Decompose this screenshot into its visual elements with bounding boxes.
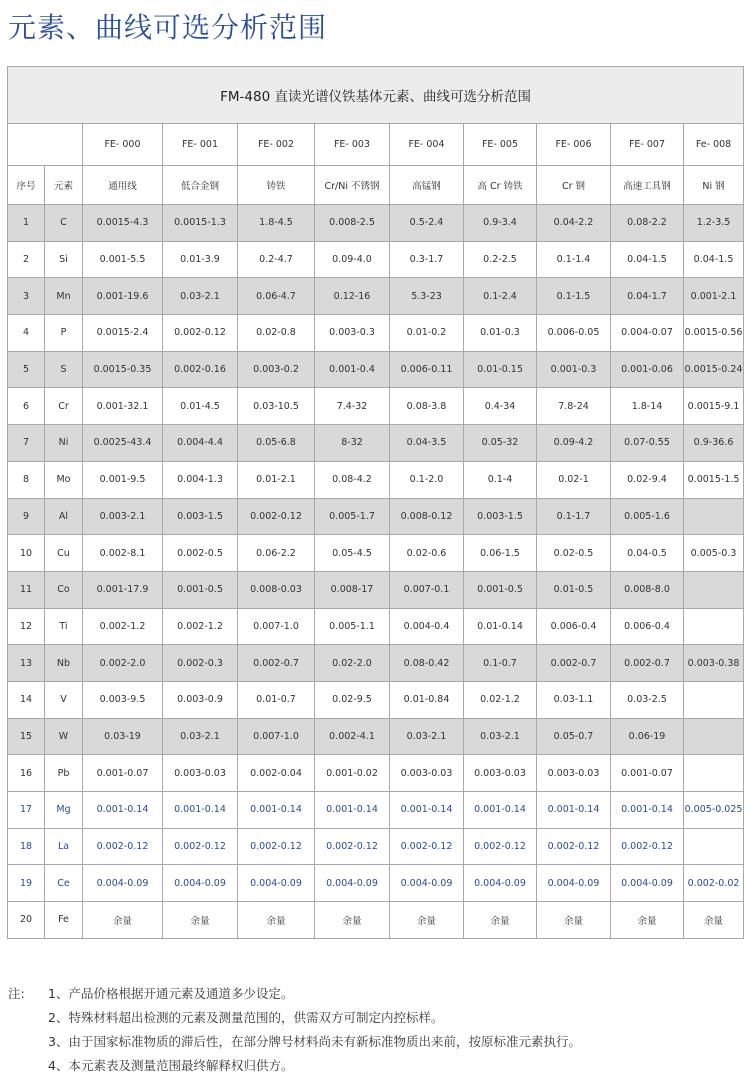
range-cell: 0.01-0.14 (464, 608, 537, 645)
element-cell: S (45, 351, 83, 388)
row-number-cell: 17 (8, 792, 45, 829)
range-cell: 0.08-3.8 (390, 388, 464, 425)
table-row (8, 535, 744, 572)
range-cell: 0.1-2.4 (464, 278, 537, 315)
row-number-cell: 19 (8, 865, 45, 902)
table-row (8, 645, 744, 682)
range-cell: 1.8-14 (611, 388, 684, 425)
range-cell: 0.05-4.5 (315, 535, 390, 572)
column-header: 铸铁 (238, 166, 315, 205)
row-number-cell: 20 (8, 902, 45, 939)
range-cell: 0.004-0.07 (611, 315, 684, 352)
row-number-cell: 18 (8, 828, 45, 865)
table-row (8, 865, 744, 902)
column-header: 通用线 (83, 166, 163, 205)
range-cell: 0.004-0.09 (83, 865, 163, 902)
range-cell: 0.006-0.4 (537, 608, 611, 645)
row-number-cell: 3 (8, 278, 45, 315)
range-cell: 0.004-0.09 (315, 865, 390, 902)
range-cell: 0.001-0.14 (315, 792, 390, 829)
range-cell: 0.06-4.7 (238, 278, 315, 315)
range-cell: 5.3-23 (390, 278, 464, 315)
row-number-cell: 12 (8, 608, 45, 645)
range-cell (684, 498, 744, 535)
range-cell (684, 828, 744, 865)
range-cell: 0.002-0.12 (611, 828, 684, 865)
range-cell (684, 571, 744, 608)
range-cell: 0.0015-4.3 (83, 205, 163, 242)
row-number-cell: 2 (8, 241, 45, 278)
range-cell: 0.04-3.5 (390, 425, 464, 462)
range-cell: 0.001-0.14 (238, 792, 315, 829)
range-cell: 0.001-17.9 (83, 571, 163, 608)
element-cell: Mn (45, 278, 83, 315)
range-cell: 0.002-0.7 (611, 645, 684, 682)
range-cell: 0.05-0.7 (537, 718, 611, 755)
range-cell: 0.001-0.14 (464, 792, 537, 829)
range-cell: 0.004-0.4 (390, 608, 464, 645)
range-cell: 0.03-1.1 (537, 681, 611, 718)
range-cell: 0.002-0.02 (684, 865, 744, 902)
range-cell: 0.002-4.1 (315, 718, 390, 755)
range-cell: 0.005-1.6 (611, 498, 684, 535)
range-cell: 0.03-2.1 (163, 278, 238, 315)
range-cell: 0.01-0.5 (537, 571, 611, 608)
range-cell: 余量 (684, 902, 744, 939)
range-cell: 0.0025-43.4 (83, 425, 163, 462)
range-cell: 0.006-0.05 (537, 315, 611, 352)
range-cell: 0.001-0.4 (315, 351, 390, 388)
analysis-range-table-container (7, 66, 743, 939)
page-title: 元素、曲线可选分析范围 (8, 11, 328, 44)
range-cell: 0.01-0.15 (464, 351, 537, 388)
range-cell: 0.9-3.4 (464, 205, 537, 242)
range-cell: 0.002-0.7 (238, 645, 315, 682)
column-header: 低合金钢 (163, 166, 238, 205)
element-cell: Co (45, 571, 83, 608)
range-cell: 1.2-3.5 (684, 205, 744, 242)
range-cell: 0.02-9.5 (315, 681, 390, 718)
range-cell: 0.006-0.4 (611, 608, 684, 645)
range-cell: 0.006-0.11 (390, 351, 464, 388)
range-cell: 0.001-0.07 (611, 755, 684, 792)
range-cell: 余量 (611, 902, 684, 939)
range-cell: 0.04-1.5 (684, 241, 744, 278)
range-cell: 0.12-16 (315, 278, 390, 315)
range-cell: 0.001-0.14 (390, 792, 464, 829)
range-cell: 0.0015-2.4 (83, 315, 163, 352)
curve-code-row (8, 124, 744, 166)
range-cell: 0.001-0.14 (537, 792, 611, 829)
range-cell: 0.001-0.06 (611, 351, 684, 388)
element-cell: La (45, 828, 83, 865)
range-cell: 0.06-19 (611, 718, 684, 755)
range-cell: 0.008-8.0 (611, 571, 684, 608)
range-cell: 0.005-0.025 (684, 792, 744, 829)
range-cell: 0.002-0.12 (537, 828, 611, 865)
range-cell: 0.01-2.1 (238, 461, 315, 498)
range-cell: 0.003-2.1 (83, 498, 163, 535)
range-cell: 0.4-34 (464, 388, 537, 425)
range-cell: 余量 (238, 902, 315, 939)
range-cell: 0.06-2.2 (238, 535, 315, 572)
range-cell: 0.08-4.2 (315, 461, 390, 498)
row-number-cell: 14 (8, 681, 45, 718)
range-cell: 余量 (464, 902, 537, 939)
range-cell: 0.008-2.5 (315, 205, 390, 242)
range-cell: 0.02-1.2 (464, 681, 537, 718)
element-cell: Cr (45, 388, 83, 425)
column-header: 序号 (8, 166, 45, 205)
range-cell: 0.04-1.5 (611, 241, 684, 278)
table-row (8, 205, 744, 242)
table-row (8, 241, 744, 278)
range-cell: 0.005-1.7 (315, 498, 390, 535)
analysis-range-table (7, 66, 744, 939)
row-number-cell: 1 (8, 205, 45, 242)
element-cell: Nb (45, 645, 83, 682)
table-row (8, 792, 744, 829)
range-cell: 0.003-1.5 (464, 498, 537, 535)
range-cell: 0.007-1.0 (238, 718, 315, 755)
range-cell: 0.003-1.5 (163, 498, 238, 535)
column-header: 元素 (45, 166, 83, 205)
range-cell: 1.8-4.5 (238, 205, 315, 242)
note-item: 3、由于国家标准物质的滞后性，在部分牌号材料尚未有新标准物质出来前，按原标准元素执行。 (48, 1034, 581, 1049)
range-cell: 0.001-0.02 (315, 755, 390, 792)
curve-code: FE- 003 (315, 124, 390, 166)
range-cell: 0.03-10.5 (238, 388, 315, 425)
range-cell: 0.004-0.09 (163, 865, 238, 902)
code-row-blank (8, 124, 83, 166)
range-cell: 0.0015-1.5 (684, 461, 744, 498)
range-cell: 0.007-0.1 (390, 571, 464, 608)
range-cell: 0.003-0.9 (163, 681, 238, 718)
range-cell: 0.05-32 (464, 425, 537, 462)
range-cell: 0.002-0.04 (238, 755, 315, 792)
range-cell: 0.002-2.0 (83, 645, 163, 682)
table-row (8, 278, 744, 315)
range-cell: 0.2-4.7 (238, 241, 315, 278)
curve-code: FE- 000 (83, 124, 163, 166)
range-cell: 0.1-1.5 (537, 278, 611, 315)
row-number-cell: 9 (8, 498, 45, 535)
table-title-row (8, 67, 744, 124)
table-row (8, 461, 744, 498)
curve-code: FE- 005 (464, 124, 537, 166)
curve-code: FE- 004 (390, 124, 464, 166)
range-cell: 0.05-6.8 (238, 425, 315, 462)
range-cell: 0.003-0.2 (238, 351, 315, 388)
range-cell: 0.01-0.84 (390, 681, 464, 718)
range-cell: 0.001-0.14 (611, 792, 684, 829)
range-cell (684, 608, 744, 645)
range-cell: 0.01-0.2 (390, 315, 464, 352)
range-cell: 0.004-4.4 (163, 425, 238, 462)
element-cell: Si (45, 241, 83, 278)
table-row (8, 608, 744, 645)
range-cell: 余量 (390, 902, 464, 939)
range-cell (684, 718, 744, 755)
table-row (8, 425, 744, 462)
range-cell: 0.08-0.42 (390, 645, 464, 682)
range-cell: 0.02-9.4 (611, 461, 684, 498)
range-cell: 0.08-2.2 (611, 205, 684, 242)
table-title: FM-480 直读光谱仪铁基体元素、曲线可选分析范围 (8, 67, 744, 124)
range-cell: 0.008-17 (315, 571, 390, 608)
range-cell: 0.003-0.03 (390, 755, 464, 792)
row-number-cell: 11 (8, 571, 45, 608)
range-cell: 0.004-0.09 (464, 865, 537, 902)
range-cell: 0.002-0.12 (238, 498, 315, 535)
range-cell: 0.001-0.5 (464, 571, 537, 608)
range-cell: 0.3-1.7 (390, 241, 464, 278)
row-number-cell: 6 (8, 388, 45, 425)
range-cell: 0.02-0.8 (238, 315, 315, 352)
table-row (8, 828, 744, 865)
range-cell: 0.001-5.5 (83, 241, 163, 278)
range-cell: 0.002-0.5 (163, 535, 238, 572)
column-header: 高 Cr 铸铁 (464, 166, 537, 205)
range-cell: 0.1-2.0 (390, 461, 464, 498)
range-cell: 0.002-0.3 (163, 645, 238, 682)
element-cell: W (45, 718, 83, 755)
range-cell: 0.001-2.1 (684, 278, 744, 315)
table-row (8, 755, 744, 792)
range-cell: 0.07-0.55 (611, 425, 684, 462)
column-header: 高速工具钢 (611, 166, 684, 205)
range-cell: 0.0015-0.56 (684, 315, 744, 352)
curve-code: FE- 007 (611, 124, 684, 166)
range-cell: 0.0015-9.1 (684, 388, 744, 425)
range-cell: 余量 (163, 902, 238, 939)
column-header: Ni 钢 (684, 166, 744, 205)
range-cell: 0.005-0.3 (684, 535, 744, 572)
range-cell: 0.09-4.0 (315, 241, 390, 278)
table-row (8, 718, 744, 755)
range-cell: 0.001-0.14 (163, 792, 238, 829)
row-number-cell: 15 (8, 718, 45, 755)
range-cell: 0.1-1.4 (537, 241, 611, 278)
note-item: 4、本元素表及测量范围最终解释权归供方。 (48, 1058, 294, 1073)
element-cell: Fe (45, 902, 83, 939)
range-cell: 0.03-2.1 (163, 718, 238, 755)
range-cell: 0.01-0.3 (464, 315, 537, 352)
row-number-cell: 16 (8, 755, 45, 792)
range-cell: 0.5-2.4 (390, 205, 464, 242)
table-row (8, 388, 744, 425)
range-cell: 0.0015-0.35 (83, 351, 163, 388)
column-header: Cr/Ni 不锈钢 (315, 166, 390, 205)
range-cell: 0.003-0.38 (684, 645, 744, 682)
range-cell: 0.004-1.3 (163, 461, 238, 498)
range-cell: 0.002-0.12 (83, 828, 163, 865)
range-cell (684, 681, 744, 718)
range-cell: 0.04-2.2 (537, 205, 611, 242)
range-cell: 0.004-0.09 (611, 865, 684, 902)
note-item: 1、产品价格根据开通元素及通道多少设定。 (48, 986, 294, 1001)
range-cell: 0.0015-1.3 (163, 205, 238, 242)
range-cell: 0.002-0.12 (163, 828, 238, 865)
range-cell: 0.04-1.7 (611, 278, 684, 315)
range-cell: 0.03-2.1 (464, 718, 537, 755)
range-cell: 0.1-1.7 (537, 498, 611, 535)
element-cell: V (45, 681, 83, 718)
range-cell: 0.002-0.12 (163, 315, 238, 352)
range-cell: 7.8-24 (537, 388, 611, 425)
range-cell: 余量 (315, 902, 390, 939)
element-cell: Al (45, 498, 83, 535)
range-cell: 0.002-0.12 (238, 828, 315, 865)
range-cell: 0.03-2.5 (611, 681, 684, 718)
range-cell: 0.02-2.0 (315, 645, 390, 682)
element-cell: Ni (45, 425, 83, 462)
range-cell (684, 755, 744, 792)
range-cell: 0.02-0.5 (537, 535, 611, 572)
row-number-cell: 4 (8, 315, 45, 352)
range-cell: 0.003-0.3 (315, 315, 390, 352)
note-item: 2、特殊材料超出检测的元素及测量范围的，供需双方可制定内控标样。 (48, 1010, 444, 1025)
range-cell: 0.002-8.1 (83, 535, 163, 572)
range-cell: 0.001-19.6 (83, 278, 163, 315)
range-cell: 0.001-0.14 (83, 792, 163, 829)
element-cell: Mg (45, 792, 83, 829)
row-number-cell: 13 (8, 645, 45, 682)
column-header: 高锰钢 (390, 166, 464, 205)
table-row (8, 498, 744, 535)
element-cell: C (45, 205, 83, 242)
range-cell: 0.001-9.5 (83, 461, 163, 498)
range-cell: 0.002-1.2 (163, 608, 238, 645)
range-cell: 0.003-0.03 (464, 755, 537, 792)
table-row (8, 351, 744, 388)
range-cell: 0.002-0.12 (464, 828, 537, 865)
table-row (8, 571, 744, 608)
column-header: Cr 钢 (537, 166, 611, 205)
range-cell: 0.03-2.1 (390, 718, 464, 755)
curve-code: Fe- 008 (684, 124, 744, 166)
range-cell: 0.008-0.12 (390, 498, 464, 535)
curve-code: FE- 001 (163, 124, 238, 166)
range-cell: 0.003-9.5 (83, 681, 163, 718)
row-number-cell: 7 (8, 425, 45, 462)
range-cell: 0.02-1 (537, 461, 611, 498)
curve-code: FE- 002 (238, 124, 315, 166)
range-cell: 0.001-0.5 (163, 571, 238, 608)
element-cell: Ti (45, 608, 83, 645)
table-row (8, 681, 744, 718)
row-number-cell: 5 (8, 351, 45, 388)
range-cell: 0.004-0.09 (390, 865, 464, 902)
range-cell: 0.02-0.6 (390, 535, 464, 572)
range-cell: 0.002-0.12 (390, 828, 464, 865)
range-cell: 0.01-0.7 (238, 681, 315, 718)
range-cell: 0.003-0.03 (163, 755, 238, 792)
range-cell: 8-32 (315, 425, 390, 462)
range-cell: 0.2-2.5 (464, 241, 537, 278)
range-cell: 0.008-0.03 (238, 571, 315, 608)
range-cell: 0.002-1.2 (83, 608, 163, 645)
notes-label: 注: (8, 986, 25, 1001)
table-row (8, 315, 744, 352)
element-cell: Pb (45, 755, 83, 792)
range-cell: 0.004-0.09 (238, 865, 315, 902)
range-cell: 0.002-0.16 (163, 351, 238, 388)
range-cell: 0.1-0.7 (464, 645, 537, 682)
element-cell: Ce (45, 865, 83, 902)
range-cell: 0.001-0.07 (83, 755, 163, 792)
curve-code: FE- 006 (537, 124, 611, 166)
range-cell: 0.002-0.7 (537, 645, 611, 682)
range-cell: 7.4-32 (315, 388, 390, 425)
range-cell: 0.0015-0.24 (684, 351, 744, 388)
range-cell: 0.03-19 (83, 718, 163, 755)
element-cell: Mo (45, 461, 83, 498)
range-cell: 0.005-1.1 (315, 608, 390, 645)
table-row (8, 902, 744, 939)
row-number-cell: 8 (8, 461, 45, 498)
range-cell: 0.01-3.9 (163, 241, 238, 278)
range-cell: 0.1-4 (464, 461, 537, 498)
range-cell: 0.002-0.12 (315, 828, 390, 865)
range-cell: 余量 (537, 902, 611, 939)
range-cell: 0.04-0.5 (611, 535, 684, 572)
range-cell: 0.004-0.09 (537, 865, 611, 902)
range-cell: 0.007-1.0 (238, 608, 315, 645)
column-header-row (8, 166, 744, 205)
range-cell: 0.003-0.03 (537, 755, 611, 792)
row-number-cell: 10 (8, 535, 45, 572)
range-cell: 0.09-4.2 (537, 425, 611, 462)
element-cell: Cu (45, 535, 83, 572)
range-cell: 0.9-36.6 (684, 425, 744, 462)
range-cell: 0.01-4.5 (163, 388, 238, 425)
range-cell: 0.001-0.3 (537, 351, 611, 388)
range-cell: 0.001-32.1 (83, 388, 163, 425)
range-cell: 0.06-1.5 (464, 535, 537, 572)
element-cell: P (45, 315, 83, 352)
range-cell: 余量 (83, 902, 163, 939)
